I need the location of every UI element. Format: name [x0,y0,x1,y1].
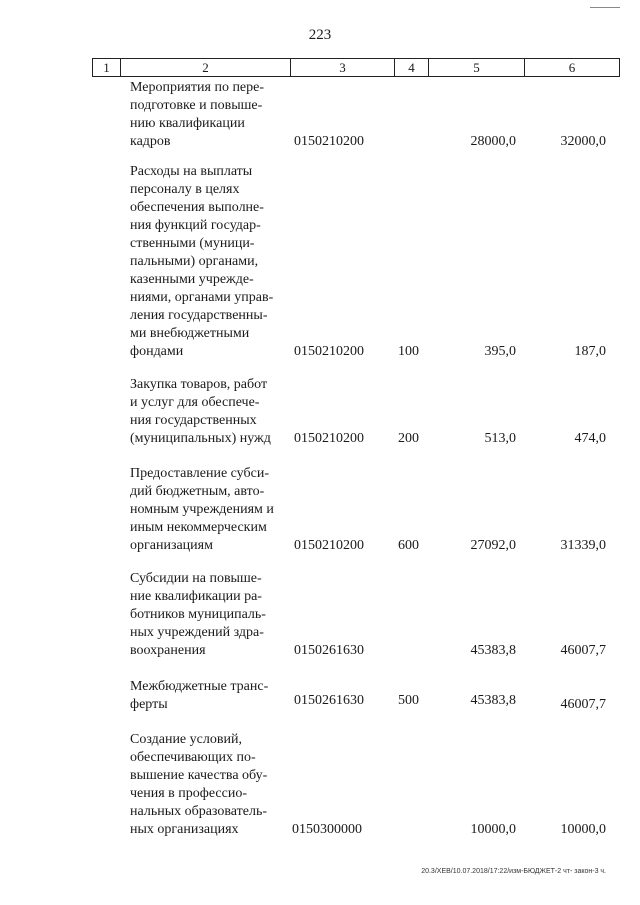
header-col-6: 6 [568,60,576,75]
row-expense-type: 100 [398,344,419,359]
table-row [0,79,640,151]
row-amount-6: 46007,7 [560,697,606,712]
description-line: ботников муниципаль- [130,607,266,622]
footer-print-mark: 20.3/ХЕВ/10.07.2018/17:22/изм-БЮДЖЕТ-2 чт- закон-3 ч. [421,868,606,875]
description-line: пальными) органами, [130,254,259,269]
description-line: Межбюджетные транс- [130,679,269,694]
description-line: ных учреждений здра- [130,625,264,640]
row-amount-5: 10000,0 [470,822,516,837]
description-line: Расходы на выплаты [130,164,253,179]
row-amount-5: 45383,8 [470,643,516,658]
description-line: фондами [130,344,184,359]
description-line: ных организациях [130,822,239,837]
table-row [0,465,640,555]
description-line: ственными (муници- [130,236,255,251]
description-line: ферты [130,697,168,712]
row-amount-5: 395,0 [484,344,516,359]
table-row [0,163,640,361]
description-line: Субсидии на повыше- [130,571,262,586]
row-expense-type: 200 [398,431,419,446]
row-description [130,570,282,660]
description-line: казенными учрежде- [130,272,254,287]
row-description [130,465,282,555]
description-line: дий бюджетным, авто- [130,484,265,499]
description-line: вышение качества обу- [130,768,268,783]
header-col-5: 5 [429,59,525,76]
description-line: Создание условий, [130,732,242,747]
row-amount-6: 31339,0 [560,538,606,553]
description-line: обеспечивающих по- [130,750,256,765]
corner-mark [590,7,620,8]
description-line: подготовке и повыше- [130,98,263,113]
page-number: 223 [308,27,332,43]
row-code: 0150210200 [294,538,364,553]
description-line: Закупка товаров, работ [130,377,268,392]
description-line: персоналу в целях [130,182,240,197]
row-description [130,731,282,839]
table-row [0,731,640,839]
row-description [130,678,282,714]
header-col-4: 4 [395,59,429,76]
table-header [92,58,620,77]
description-line: ния функций государ- [130,218,261,233]
row-amount-5: 27092,0 [470,538,516,553]
description-line: чения в профессио- [130,786,247,801]
table-row [0,376,640,448]
header-col-3: 3 [291,59,395,76]
row-description [130,376,282,448]
description-line: кадров [130,134,171,149]
description-line: организациям [130,538,213,553]
description-line: (муниципальных) нужд [130,431,271,446]
description-line: нальных образователь- [130,804,268,819]
description-line: ниями, органами управ- [130,290,274,305]
description-line: воохранения [130,643,206,658]
row-amount-5: 28000,0 [470,134,516,149]
row-amount-6: 46007,7 [560,643,606,658]
row-description [130,79,282,151]
description-line: ми внебюджетными [130,326,250,341]
row-code: 0150210200 [294,344,364,359]
description-line: иным некоммерческим [130,520,267,535]
row-code: 0150210200 [294,431,364,446]
description-line: ния государственных [130,413,257,428]
row-expense-type: 600 [398,538,419,553]
header-col-1: 1 [93,59,121,76]
description-line: и услуг для обеспече- [130,395,260,410]
table-row [0,570,640,660]
row-code: 0150300000 [292,822,362,837]
row-amount-6: 32000,0 [560,134,606,149]
header-col-2: 2 [121,59,291,76]
row-code: 0150261630 [294,693,364,708]
description-line: обеспечения выполне- [130,200,264,215]
row-amount-6: 474,0 [574,431,606,446]
row-expense-type: 500 [398,693,419,708]
description-line: Предоставление субси- [130,466,269,481]
row-amount-6: 187,0 [574,344,606,359]
row-description [130,163,282,361]
row-amount-5: 45383,8 [470,693,516,708]
row-code: 0150210200 [294,134,364,149]
table-row [0,678,640,714]
description-line: ления государственны- [130,308,268,323]
description-line: нию квалификации [130,116,245,131]
row-code: 0150261630 [294,643,364,658]
row-amount-6: 10000,0 [560,822,606,837]
description-line: Мероприятия по пере- [130,80,265,95]
row-amount-5: 513,0 [484,431,516,446]
description-line: ние квалификации ра- [130,589,262,604]
description-line: номным учреждениям и [130,502,274,517]
